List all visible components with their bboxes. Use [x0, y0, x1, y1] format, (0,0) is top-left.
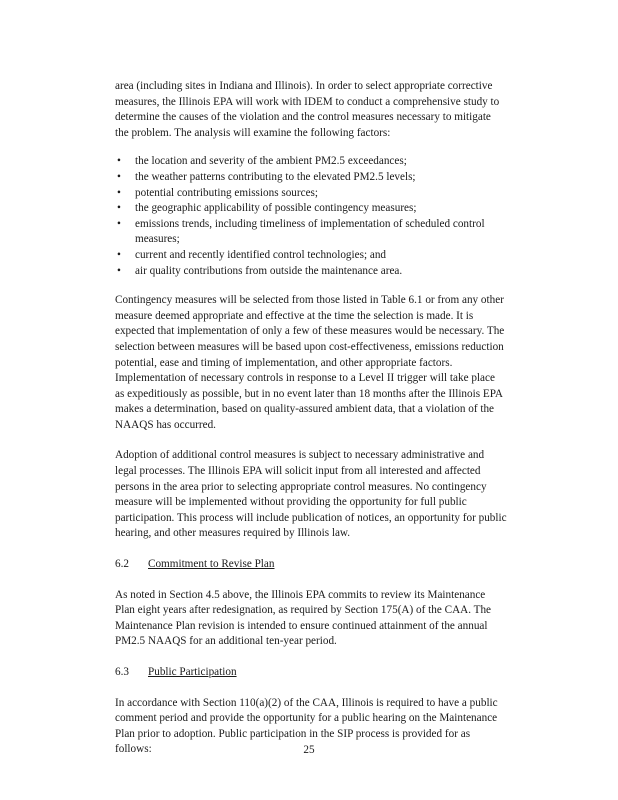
revise-plan-paragraph: As noted in Section 4.5 above, the Illinois EPA commits to review its Maintenance Plan eight years after redesignation, as required by Section 175(A) of the CAA. The Maintenance Plan revision is intended to ensure continued attainment of the annual PM2.5 NAAQS for an additional ten-year period. — [115, 588, 492, 648]
bullet-icon: • — [117, 217, 121, 230]
list-item — [115, 217, 507, 248]
list-item-text: emissions trends, including timeliness of implementation of scheduled control measures; — [135, 217, 485, 246]
section-number: 6.3 — [115, 666, 129, 678]
public-participation-paragraph: In accordance with Section 110(a)(2) of the CAA, Illinois is required to have a public comment period and provide the opportunity for a public hearing on the Maintenance Plan prior to adoption. Public participation in the SIP process is provided for as follows: — [115, 696, 498, 756]
list-item-text: the weather patterns contributing to the elevated PM2.5 levels; — [135, 170, 416, 183]
list-item-text: the geographic applicability of possible contingency measures; — [135, 202, 417, 215]
contingency-paragraph: Contingency measures will be selected from those listed in Table 6.1 or from any other measure deemed appropriate and effective at the time the selection is made. It is expected that implementation of only a few of these measures would be necessary. The selection between measures will be based upon cost-effectiveness, emissions reduction potential, ease and timing of implementation, and other appropriate factors. Implementation of necessary controls in response to a Level II trigger will take place as expeditiously as possible, but in no event later than 18 months after the Illinois EPA makes a determination, based on quality-assured ambient data, that a violation of the NAAQS has occurred. — [115, 294, 505, 431]
list-item — [115, 154, 507, 170]
section-heading-6-3 — [115, 665, 507, 681]
list-item — [115, 170, 507, 186]
bullet-icon: • — [117, 155, 121, 168]
section-title: Public Participation — [148, 666, 237, 678]
bullet-icon: • — [117, 186, 121, 199]
list-item — [115, 201, 507, 217]
page-number: 25 — [303, 744, 315, 756]
bullet-icon: • — [117, 248, 121, 261]
list-item-text: air quality contributions from outside the maintenance area. — [135, 264, 403, 277]
page-body — [115, 79, 507, 773]
section-heading-6-2 — [115, 557, 507, 573]
section-number: 6.2 — [115, 558, 129, 571]
factor-list — [115, 154, 507, 279]
intro-paragraph: area (including sites in Indiana and Illinois). In order to select appropriate corrective measures, the Illinois EPA will work with IDEM to conduct a comprehensive study to determine the causes of the violation and the control measures necessary to mitigate the problem. The analysis will examine the following factors: — [115, 80, 500, 139]
list-item-text: the location and severity of the ambient PM2.5 exceedances; — [135, 155, 407, 168]
bullet-icon: • — [117, 202, 121, 215]
list-item-text: current and recently identified control technologies; and — [135, 248, 387, 261]
bullet-icon: • — [117, 170, 121, 183]
section-title: Commitment to Revise Plan — [148, 558, 275, 571]
adoption-paragraph: Adoption of additional control measures is subject to necessary administrative and legal processes. The Illinois EPA will solicit input from all interested and affected persons in the area prior to selecting appropriate control measures. No contingency measure will be implemented without providing the opportunity for full public participation. This process will include publication of notices, an opportunity for public hearing, and other measures required by Illinois law. — [115, 449, 507, 540]
list-item — [115, 264, 507, 280]
bullet-icon: • — [117, 264, 121, 277]
list-item — [115, 248, 507, 264]
list-item-text: potential contributing emissions sources; — [135, 186, 319, 199]
list-item — [115, 186, 507, 202]
